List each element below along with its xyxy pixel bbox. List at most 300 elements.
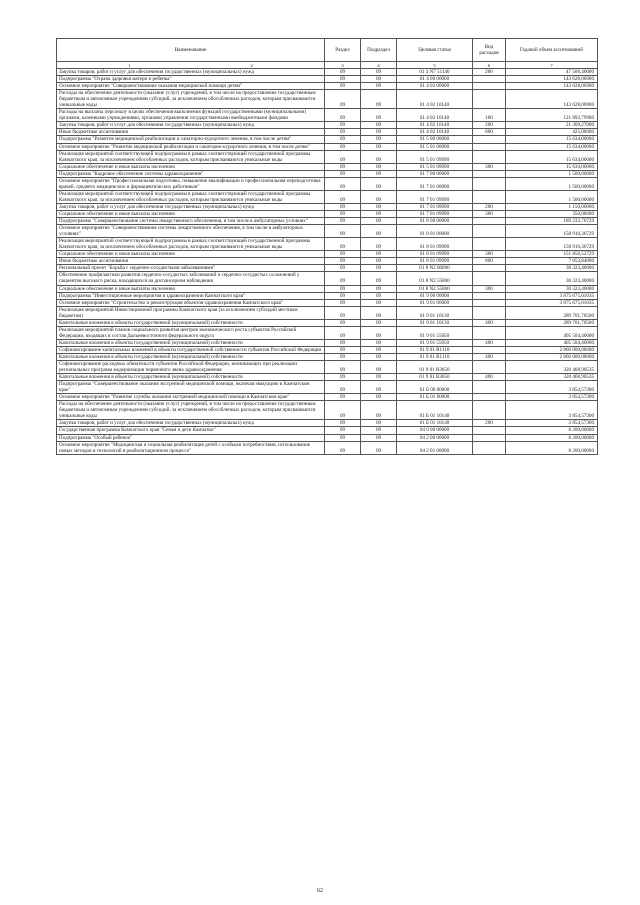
cell-target: 01 7 01 09990 bbox=[397, 203, 473, 210]
cell-section: 09 bbox=[325, 143, 361, 150]
cell-annual: 143 628,06900 bbox=[506, 90, 598, 109]
cell-expense-type bbox=[473, 83, 506, 90]
table-row bbox=[57, 76, 598, 83]
table-row bbox=[57, 203, 598, 210]
cell-target: 01 5 01 09990 bbox=[397, 163, 473, 170]
cell-subsection: 09 bbox=[361, 326, 397, 339]
cell-annual: 3 854,57300 bbox=[506, 394, 598, 401]
cell-name: Подпрограмма "Инвестиционные мероприятия в здравоохранении Камчатского края" bbox=[57, 292, 325, 299]
cell-name: Реализация мероприятий соответствующей подпрограммы в рамках соответствующей государственной программы Камчатского края, за исключением обособленных расходов, которым присваиваются уникальные коды bbox=[57, 190, 325, 203]
cell-subsection: 09 bbox=[361, 69, 397, 76]
cell-subsection: 09 bbox=[361, 190, 397, 203]
cell-name: Закупка товаров, работ и услуг для обеспечения государственных (муниципальных) нужд bbox=[57, 69, 325, 76]
cell-subsection: 09 bbox=[361, 109, 397, 122]
cell-subsection: 09 bbox=[361, 210, 397, 217]
cell-subsection: 09 bbox=[361, 427, 397, 434]
cell-section: 09 bbox=[325, 210, 361, 217]
cell-subsection: 09 bbox=[361, 420, 397, 427]
cell-target: 01 9 01 R3650 bbox=[397, 361, 473, 374]
cell-section: 09 bbox=[325, 163, 361, 170]
cell-section: 09 bbox=[325, 299, 361, 306]
cell-annual: 189 233,76729 bbox=[506, 218, 598, 225]
cell-subsection: 09 bbox=[361, 150, 397, 163]
cell-subsection: 09 bbox=[361, 83, 397, 90]
cell-name: Закупка товаров, работ и услуг для обеспечения государственных (муниципальных) нужд bbox=[57, 203, 325, 210]
cell-expense-type: 300 bbox=[473, 210, 506, 217]
cell-expense-type: 300 bbox=[473, 285, 506, 292]
cell-subsection: 09 bbox=[361, 76, 397, 83]
page-number: 62 bbox=[317, 888, 323, 894]
cell-name: Иные бюджетные ассигнования bbox=[57, 258, 325, 265]
cell-annual: 30 323,40000 bbox=[506, 272, 598, 285]
cell-name: Социальное обеспечение и иные выплаты населению bbox=[57, 285, 325, 292]
cell-annual: 1 500,00000 bbox=[506, 170, 598, 177]
header-section: Раздел bbox=[325, 39, 361, 62]
table-row bbox=[57, 292, 598, 299]
cell-target: 01 9 00 00000 bbox=[397, 292, 473, 299]
cell-section: 09 bbox=[325, 319, 361, 326]
cell-name: Социальное обеспечение и иные выплаты населению bbox=[57, 210, 325, 217]
cell-target: 01 Б 01 00000 bbox=[397, 394, 473, 401]
cell-annual: 47 566,40000 bbox=[506, 69, 598, 76]
cell-section: 09 bbox=[325, 272, 361, 285]
cell-subsection: 09 bbox=[361, 258, 397, 265]
cell-subsection: 09 bbox=[361, 218, 397, 225]
cell-expense-type bbox=[473, 170, 506, 177]
cell-target: 01 8 01 00000 bbox=[397, 225, 473, 238]
cell-name: Подпрограмма "Совершенствование оказания экстренной медицинской помощи, включая эвакуацию в Камчатском крае" bbox=[57, 381, 325, 394]
cell-section: 09 bbox=[325, 434, 361, 441]
table-row bbox=[57, 326, 598, 339]
cell-section: 09 bbox=[325, 170, 361, 177]
cell-target: 01 4 02 10140 bbox=[397, 122, 473, 129]
cell-target: 01 7 01 09990 bbox=[397, 210, 473, 217]
table-row bbox=[57, 361, 598, 374]
table-row bbox=[57, 225, 598, 238]
table-row bbox=[57, 218, 598, 225]
cell-subsection: 09 bbox=[361, 203, 397, 210]
cell-section: 09 bbox=[325, 218, 361, 225]
header-number-row bbox=[57, 62, 598, 69]
table-row bbox=[57, 272, 598, 285]
table-row bbox=[57, 83, 598, 90]
cell-name: Социальное обеспечение и иные выплаты населению bbox=[57, 251, 325, 258]
cell-name: Обеспечение профилактики развития сердечно-сосудистых заболеваний и сердечно-сосудистых осложнений у пациентов высокого риска, находящихся на диспансерном наблюдении bbox=[57, 272, 325, 285]
cell-target: 04 0 00 00000 bbox=[397, 427, 473, 434]
cell-name: Подпрограмма "Развитие медицинской реабилитации и санаторно-курортного лечения, в том числе детям" bbox=[57, 136, 325, 143]
cell-expense-type bbox=[473, 326, 506, 339]
table-row bbox=[57, 150, 598, 163]
cell-section: 09 bbox=[325, 129, 361, 136]
cell-name: Основное мероприятие "Развитие медицинской реабилитации и санаторно-курортного лечения, в том числе детям" bbox=[57, 143, 325, 150]
cell-annual: 320 468,90535 bbox=[506, 361, 598, 374]
cell-annual: 289 701,70500 bbox=[506, 306, 598, 319]
header-number: 4 bbox=[361, 62, 397, 69]
cell-expense-type bbox=[473, 90, 506, 109]
cell-expense-type bbox=[473, 190, 506, 203]
cell-target: 01 4 00 00000 bbox=[397, 76, 473, 83]
cell-annual: 3 854,57300 bbox=[506, 420, 598, 427]
header-name: Наименование bbox=[57, 39, 325, 62]
cell-section: 09 bbox=[325, 76, 361, 83]
table-row bbox=[57, 122, 598, 129]
cell-section: 09 bbox=[325, 109, 361, 122]
cell-target: 04 2 00 00000 bbox=[397, 434, 473, 441]
cell-name: Подпрограмма "Особый ребенок" bbox=[57, 434, 325, 441]
cell-section: 09 bbox=[325, 69, 361, 76]
cell-name: Капитальные вложения в объекты государственной (муниципальной) собственности bbox=[57, 339, 325, 346]
cell-name: Закупка товаров, работ и услуг для обеспечения государственных (муниципальных) нужд bbox=[57, 420, 325, 427]
cell-expense-type: 800 bbox=[473, 129, 506, 136]
cell-section: 09 bbox=[325, 225, 361, 238]
cell-target: 01 5 01 00000 bbox=[397, 143, 473, 150]
cell-subsection: 09 bbox=[361, 285, 397, 292]
cell-section: 09 bbox=[325, 238, 361, 251]
table-row bbox=[57, 69, 598, 76]
cell-annual: 15 634,00000 bbox=[506, 136, 598, 143]
cell-annual: 320 468,90535 bbox=[506, 374, 598, 381]
table-header bbox=[57, 39, 598, 69]
cell-expense-type bbox=[473, 401, 506, 420]
cell-expense-type bbox=[473, 299, 506, 306]
cell-target: 01 9 01 55050 bbox=[397, 339, 473, 346]
cell-annual: 1 150,00000 bbox=[506, 203, 598, 210]
table-row bbox=[57, 136, 598, 143]
cell-annual: 158 910,36729 bbox=[506, 238, 598, 251]
cell-target: 01 4 02 00000 bbox=[397, 83, 473, 90]
cell-annual: 158 910,36729 bbox=[506, 225, 598, 238]
cell-name: Реализация мероприятий соответствующей подпрограммы в рамках соответствующей государственной программы Камчатского края, за исключением обособленных расходов, которым присваиваются уникальные коды bbox=[57, 150, 325, 163]
cell-expense-type: 300 bbox=[473, 163, 506, 170]
cell-name: Подпрограмма "Кадровое обеспечение системы здравоохранения" bbox=[57, 170, 325, 177]
table-row bbox=[57, 306, 598, 319]
table-row bbox=[57, 177, 598, 190]
cell-target: 01 9 01 R1110 bbox=[397, 353, 473, 360]
cell-subsection: 09 bbox=[361, 272, 397, 285]
cell-annual: 21 309,27000 bbox=[506, 122, 598, 129]
cell-section: 09 bbox=[325, 150, 361, 163]
cell-target: 01 3 N7 51140 bbox=[397, 69, 473, 76]
table-row bbox=[57, 299, 598, 306]
cell-expense-type bbox=[473, 143, 506, 150]
cell-annual: 3 854,57300 bbox=[506, 401, 598, 420]
cell-section: 09 bbox=[325, 285, 361, 292]
cell-expense-type bbox=[473, 381, 506, 394]
cell-name: Софинансирование капитальных вложений в объекты государственной собственности субъектов Российской Федерации bbox=[57, 346, 325, 353]
cell-name: Расходы на обеспечение деятельности (оказание услуг) учреждений, в том числе на предоставление государственным бюджетным и автономным учреждениям субсидий, за исключением обособленных расходов, которым присваиваются уникальные коды bbox=[57, 90, 325, 109]
header-number: 5 bbox=[397, 62, 473, 69]
cell-target: 01 5 00 00000 bbox=[397, 136, 473, 143]
cell-expense-type bbox=[473, 272, 506, 285]
cell-subsection: 09 bbox=[361, 353, 397, 360]
cell-name: Основное мероприятие "Строительство и реконструкция объектов здравоохранения Камчатского края" bbox=[57, 299, 325, 306]
cell-annual: 143 628,06900 bbox=[506, 83, 598, 90]
budget-table-sheet bbox=[56, 38, 597, 455]
cell-target: 01 4 02 10140 bbox=[397, 90, 473, 109]
cell-annual: 30 323,40000 bbox=[506, 285, 598, 292]
table-row bbox=[57, 285, 598, 292]
header-number: 6 bbox=[473, 62, 506, 69]
cell-target: 01 4 02 10140 bbox=[397, 129, 473, 136]
cell-target: 01 8 N2 55860 bbox=[397, 285, 473, 292]
cell-subsection: 09 bbox=[361, 90, 397, 109]
table-row bbox=[57, 109, 598, 122]
cell-expense-type: 400 bbox=[473, 374, 506, 381]
cell-expense-type bbox=[473, 218, 506, 225]
header-annual: Годовой объем ассигнований bbox=[506, 39, 598, 62]
header-number: 1 2 bbox=[57, 62, 325, 69]
table-row bbox=[57, 265, 598, 272]
cell-expense-type: 200 bbox=[473, 203, 506, 210]
table-row bbox=[57, 374, 598, 381]
cell-target: 01 Б 00 00000 bbox=[397, 381, 473, 394]
header-subsection: Подраздел bbox=[361, 39, 397, 62]
cell-section: 09 bbox=[325, 427, 361, 434]
cell-subsection: 09 bbox=[361, 177, 397, 190]
cell-section: 09 bbox=[325, 374, 361, 381]
cell-expense-type bbox=[473, 292, 506, 299]
table-row bbox=[57, 251, 598, 258]
cell-target: 01 7 00 00000 bbox=[397, 170, 473, 177]
cell-name: Капитальные вложения в объекты государственной (муниципальной) собственности bbox=[57, 319, 325, 326]
table-row bbox=[57, 319, 598, 326]
cell-name: Региональный проект "Борьба с сердечно-сосудистыми заболеваниями" bbox=[57, 265, 325, 272]
table-row bbox=[57, 381, 598, 394]
cell-section: 09 bbox=[325, 381, 361, 394]
cell-expense-type: 800 bbox=[473, 258, 506, 265]
cell-name: Реализация мероприятий соответствующей подпрограммы в рамках соответствующей государственной программы Камчатского края, за исключением обособленных расходов, которым присваиваются уникальные коды bbox=[57, 238, 325, 251]
cell-expense-type bbox=[473, 346, 506, 353]
cell-expense-type bbox=[473, 265, 506, 272]
cell-section: 09 bbox=[325, 394, 361, 401]
cell-section: 09 bbox=[325, 190, 361, 203]
cell-target: 01 8 N2 55860 bbox=[397, 272, 473, 285]
cell-expense-type: 200 bbox=[473, 69, 506, 76]
cell-annual: 8 200,00000 bbox=[506, 427, 598, 434]
cell-section: 09 bbox=[325, 83, 361, 90]
cell-name: Основное мероприятие "Совершенствование оказания медицинской помощи детям" bbox=[57, 83, 325, 90]
header-number: 7 bbox=[506, 62, 598, 69]
cell-annual: 1 500,00000 bbox=[506, 177, 598, 190]
table-row bbox=[57, 346, 598, 353]
cell-section: 09 bbox=[325, 420, 361, 427]
cell-section: 09 bbox=[325, 326, 361, 339]
cell-annual: 289 701,70500 bbox=[506, 319, 598, 326]
cell-section: 09 bbox=[325, 251, 361, 258]
cell-expense-type: 400 bbox=[473, 339, 506, 346]
cell-name: Государственная программа Камчатского края "Семья и дети Камчатки" bbox=[57, 427, 325, 434]
budget-table bbox=[56, 38, 598, 455]
cell-target: 01 9 01 10130 bbox=[397, 319, 473, 326]
cell-name: Основное мероприятие "Совершенствование системы лекарственного обеспечения, в том числе в амбулаторных условиях" bbox=[57, 225, 325, 238]
cell-target: 01 8 01 09990 bbox=[397, 258, 473, 265]
table-row bbox=[57, 238, 598, 251]
cell-section: 09 bbox=[325, 122, 361, 129]
cell-expense-type: 300 bbox=[473, 251, 506, 258]
cell-name: Закупка товаров, работ и услуг для обеспечения государственных (муниципальных) нужд bbox=[57, 122, 325, 129]
cell-subsection: 09 bbox=[361, 292, 397, 299]
cell-target: 01 8 01 09990 bbox=[397, 238, 473, 251]
cell-annual: 15 634,00000 bbox=[506, 143, 598, 150]
cell-name: Расходы на обеспечение деятельности (оказание услуг) учреждений, в том числе на предоставление государственным бюджетным и автономным учреждениям субсидий, за исключением обособленных расходов, которым присваиваются уникальные коды bbox=[57, 401, 325, 420]
cell-name: Капитальные вложения в объекты государственной (муниципальной) собственности bbox=[57, 374, 325, 381]
cell-annual: 8 200,00000 bbox=[506, 434, 598, 441]
cell-subsection: 09 bbox=[361, 170, 397, 177]
cell-section: 09 bbox=[325, 265, 361, 272]
cell-annual: 3 875 675,01035 bbox=[506, 299, 598, 306]
table-row bbox=[57, 258, 598, 265]
header-number: 3 bbox=[325, 62, 361, 69]
cell-expense-type bbox=[473, 441, 506, 454]
cell-annual: 1 500,00000 bbox=[506, 190, 598, 203]
cell-section: 09 bbox=[325, 339, 361, 346]
cell-annual: 405 504,40000 bbox=[506, 326, 598, 339]
cell-section: 09 bbox=[325, 361, 361, 374]
cell-target: 01 9 01 55050 bbox=[397, 326, 473, 339]
cell-expense-type bbox=[473, 394, 506, 401]
cell-subsection: 09 bbox=[361, 319, 397, 326]
cell-target: 01 7 01 00000 bbox=[397, 177, 473, 190]
cell-subsection: 09 bbox=[361, 434, 397, 441]
cell-subsection: 09 bbox=[361, 129, 397, 136]
cell-target: 01 Б 01 10140 bbox=[397, 420, 473, 427]
cell-target: 01 9 01 00000 bbox=[397, 299, 473, 306]
table-row bbox=[57, 441, 598, 454]
cell-annual: 7 053,84000 bbox=[506, 258, 598, 265]
cell-section: 09 bbox=[325, 441, 361, 454]
cell-expense-type bbox=[473, 150, 506, 163]
cell-expense-type bbox=[473, 225, 506, 238]
cell-target: 01 7 01 09990 bbox=[397, 190, 473, 203]
cell-name: Капитальные вложения в объекты государственной (муниципальной) собственности bbox=[57, 353, 325, 360]
table-row bbox=[57, 434, 598, 441]
cell-annual: 30 323,40000 bbox=[506, 265, 598, 272]
cell-expense-type bbox=[473, 306, 506, 319]
cell-expense-type: 200 bbox=[473, 420, 506, 427]
table-row bbox=[57, 353, 598, 360]
cell-name: Основное мероприятие "Развитие службы оказания экстренной медицинской помощи в Камчатском крае" bbox=[57, 394, 325, 401]
cell-subsection: 09 bbox=[361, 136, 397, 143]
cell-expense-type bbox=[473, 238, 506, 251]
cell-target: 01 9 01 R1110 bbox=[397, 346, 473, 353]
cell-name: Реализация мероприятий планов социального развития центров экономического роста субъектов Российской Федерации, входящих в состав Дальневосточного федерального округа bbox=[57, 326, 325, 339]
cell-subsection: 09 bbox=[361, 394, 397, 401]
cell-name: Подпрограмма "Совершенствование системы лекарственного обеспечения, в том числе в амбулаторных условиях" bbox=[57, 218, 325, 225]
cell-expense-type: 400 bbox=[473, 319, 506, 326]
table-row bbox=[57, 170, 598, 177]
cell-expense-type: 200 bbox=[473, 122, 506, 129]
cell-subsection: 09 bbox=[361, 306, 397, 319]
cell-subsection: 09 bbox=[361, 441, 397, 454]
table-row bbox=[57, 401, 598, 420]
table-row bbox=[57, 163, 598, 170]
cell-annual: 350,00000 bbox=[506, 210, 598, 217]
cell-section: 09 bbox=[325, 258, 361, 265]
cell-name: Подпрограмма "Охрана здоровья матери и ребенка" bbox=[57, 76, 325, 83]
cell-section: 09 bbox=[325, 136, 361, 143]
cell-annual: 8 200,00000 bbox=[506, 441, 598, 454]
cell-section: 09 bbox=[325, 203, 361, 210]
cell-name: Расходы на выплаты персоналу в целях обеспечения выполнения функций государственными (муниципальными) органами, казенными учреждениями, органами управления государственными внебюджетными фондами bbox=[57, 109, 325, 122]
cell-expense-type bbox=[473, 177, 506, 190]
cell-subsection: 09 bbox=[361, 299, 397, 306]
cell-section: 09 bbox=[325, 353, 361, 360]
cell-section: 09 bbox=[325, 177, 361, 190]
table-row bbox=[57, 190, 598, 203]
cell-subsection: 09 bbox=[361, 339, 397, 346]
table-row bbox=[57, 210, 598, 217]
cell-subsection: 09 bbox=[361, 251, 397, 258]
table-body bbox=[57, 69, 598, 455]
table-row bbox=[57, 339, 598, 346]
table-row bbox=[57, 427, 598, 434]
cell-expense-type bbox=[473, 434, 506, 441]
cell-target: 01 9 01 R3650 bbox=[397, 374, 473, 381]
cell-expense-type: 100 bbox=[473, 109, 506, 122]
cell-target: 01 4 02 10140 bbox=[397, 109, 473, 122]
cell-name: Основное мероприятие "Медицинская и социальная реабилитация детей с особыми потребностями, использование новых методов и технологий в реабилитационном процессе" bbox=[57, 441, 325, 454]
cell-subsection: 09 bbox=[361, 265, 397, 272]
cell-annual: 425,00000 bbox=[506, 129, 598, 136]
cell-name: Иные бюджетные ассигнования bbox=[57, 129, 325, 136]
cell-subsection: 09 bbox=[361, 346, 397, 353]
cell-subsection: 09 bbox=[361, 374, 397, 381]
cell-annual: 2 860 000,00000 bbox=[506, 353, 598, 360]
table-row bbox=[57, 90, 598, 109]
cell-name: Реализация мероприятий Инвестиционной программы Камчатского края (за исключением субсидий местным бюджетам) bbox=[57, 306, 325, 319]
table-row bbox=[57, 143, 598, 150]
cell-section: 09 bbox=[325, 346, 361, 353]
cell-subsection: 09 bbox=[361, 381, 397, 394]
cell-expense-type bbox=[473, 361, 506, 374]
cell-annual: 3 875 675,01035 bbox=[506, 292, 598, 299]
cell-subsection: 09 bbox=[361, 163, 397, 170]
cell-section: 09 bbox=[325, 292, 361, 299]
cell-expense-type bbox=[473, 76, 506, 83]
cell-expense-type bbox=[473, 427, 506, 434]
cell-annual: 3 854,57300 bbox=[506, 381, 598, 394]
cell-subsection: 09 bbox=[361, 401, 397, 420]
cell-section: 09 bbox=[325, 306, 361, 319]
cell-expense-type bbox=[473, 136, 506, 143]
table-row bbox=[57, 394, 598, 401]
cell-target: 01 8 01 09990 bbox=[397, 251, 473, 258]
cell-target: 01 Б 01 10140 bbox=[397, 401, 473, 420]
cell-annual: 15 634,00000 bbox=[506, 150, 598, 163]
cell-target: 01 5 01 09990 bbox=[397, 150, 473, 163]
cell-annual: 121 893,79900 bbox=[506, 109, 598, 122]
table-row bbox=[57, 129, 598, 136]
cell-name: Основное мероприятие "Профессиональная подготовка, повышение квалификации и профессиональная переподготовка врачей, среднего медицинских и фармацевтических работников" bbox=[57, 177, 325, 190]
cell-target: 01 8 N2 00000 bbox=[397, 265, 473, 272]
cell-name: Софинансирование расходных обязательств субъектов Российской Федерации, возникающих при реализации региональных программ модернизации первичного звена здравоохранения bbox=[57, 361, 325, 374]
table-row bbox=[57, 420, 598, 427]
cell-annual: 15 634,00000 bbox=[506, 163, 598, 170]
cell-annual: 405 504,40000 bbox=[506, 339, 598, 346]
cell-annual: 2 860 000,00000 bbox=[506, 346, 598, 353]
cell-target: 01 8 00 00000 bbox=[397, 218, 473, 225]
cell-section: 09 bbox=[325, 401, 361, 420]
cell-target: 01 9 01 10130 bbox=[397, 306, 473, 319]
cell-subsection: 09 bbox=[361, 122, 397, 129]
cell-subsection: 09 bbox=[361, 361, 397, 374]
cell-subsection: 09 bbox=[361, 143, 397, 150]
cell-subsection: 09 bbox=[361, 238, 397, 251]
cell-subsection: 09 bbox=[361, 225, 397, 238]
cell-section: 09 bbox=[325, 90, 361, 109]
cell-expense-type: 400 bbox=[473, 353, 506, 360]
cell-annual: 151 856,52729 bbox=[506, 251, 598, 258]
